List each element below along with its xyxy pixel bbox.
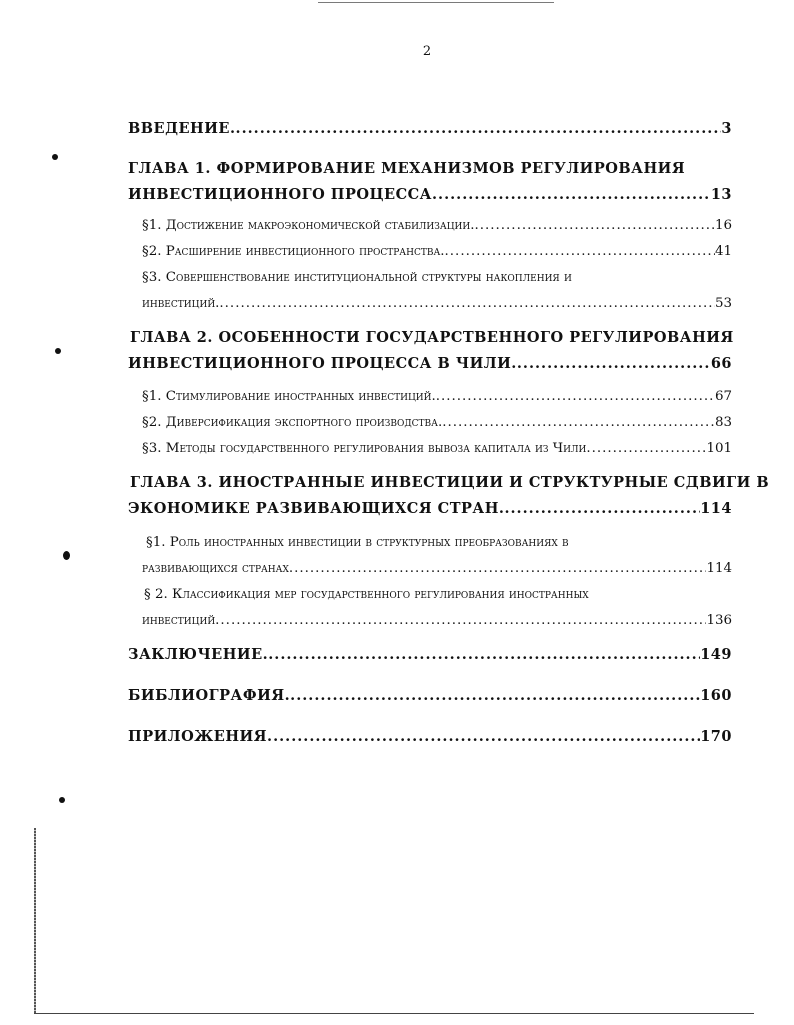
toc-section-1-2[interactable]	[142, 244, 732, 259]
toc-section-2-2[interactable]	[142, 415, 732, 430]
toc-section-1-1[interactable]	[142, 218, 732, 233]
toc-section-title: §3. Методы государственного регулирования вывоза капитала из Чили	[142, 441, 587, 456]
toc-leader-dots	[267, 728, 700, 745]
toc-leader-dots	[236, 120, 722, 137]
toc-section-title: инвестиций.	[142, 296, 220, 311]
toc-section-1-3[interactable]	[142, 296, 732, 311]
toc-section-page: 16	[714, 218, 732, 233]
toc-entry-chapter-2[interactable]	[128, 355, 732, 372]
scan-speck	[55, 348, 61, 354]
toc-entry-page: 149	[700, 646, 732, 663]
toc-entry-bibliography[interactable]	[128, 687, 732, 704]
toc-section-page: 114	[706, 561, 732, 576]
scan-speck	[59, 797, 65, 803]
toc-leader-dots	[215, 613, 706, 628]
toc-entry-page: 170	[700, 728, 732, 745]
toc-entry-title: ВВЕДЕНИЕ.	[128, 120, 236, 137]
toc-section-title: инвестиций	[142, 613, 216, 628]
toc-section-title: §1. Достижение макроэкономической стабилизации.	[142, 218, 475, 233]
toc-section-title: развивающихся странах	[142, 561, 289, 576]
scan-bottom-edge	[34, 1013, 754, 1014]
toc-leader-dots	[436, 389, 715, 404]
page-number: 2	[422, 44, 432, 59]
toc-section-title: §1. Стимулирование иностранных инвестиций.	[142, 389, 436, 404]
toc-section-page: 136	[706, 613, 732, 628]
toc-section-2-3[interactable]	[142, 441, 732, 456]
toc-section-page: 67	[714, 389, 732, 404]
toc-leader-dots	[432, 186, 711, 203]
toc-entry-page: 13	[710, 186, 732, 203]
toc-section-1-3-line1[interactable]: §3. Совершенствование институциональной структуры накопления и	[142, 270, 572, 285]
toc-section-2-1[interactable]	[142, 389, 732, 404]
toc-leader-dots	[445, 244, 715, 259]
toc-section-page: 53	[714, 296, 732, 311]
toc-leader-dots	[517, 355, 711, 372]
toc-leader-dots	[442, 415, 715, 430]
toc-section-title: §2. Диверсификация экспортного производства.	[142, 415, 443, 430]
toc-entry-title: БИБЛИОГРАФИЯ.	[128, 687, 291, 704]
toc-leader-dots	[219, 296, 715, 311]
toc-entry-title: ИНВЕСТИЦИОННОГО ПРОЦЕССА В ЧИЛИ.	[128, 355, 517, 372]
toc-section-page: 83	[714, 415, 732, 430]
toc-leader-dots	[290, 687, 700, 704]
toc-entry-title: ИНВЕСТИЦИОННОГО ПРОЦЕССА	[128, 186, 432, 203]
scan-left-edge	[34, 828, 36, 1013]
toc-entry-conclusion[interactable]	[128, 646, 732, 663]
scan-top-line	[318, 2, 554, 3]
toc-entry-title: ЗАКЛЮЧЕНИЕ.	[128, 646, 269, 663]
toc-entry-page: 160	[700, 687, 732, 704]
toc-section-title: §2. Расширение инвестиционного пространства.	[142, 244, 445, 259]
toc-entry-title: ПРИЛОЖЕНИЯ	[128, 728, 268, 745]
toc-section-3-2[interactable]	[142, 613, 732, 628]
toc-entry-page: 3	[721, 120, 732, 137]
toc-section-page: 41	[714, 244, 732, 259]
toc-entry-page: 66	[710, 355, 732, 372]
toc-section-3-1-line1[interactable]: §1. Роль иностранных инвестиции в структурных преобразованиях в	[146, 535, 569, 550]
toc-entry-appendices[interactable]	[128, 728, 732, 745]
toc-entry-chapter-1[interactable]	[128, 186, 732, 203]
toc-entry-page: 114	[700, 500, 732, 517]
toc-leader-dots	[268, 646, 700, 663]
chapter-1-title-line1[interactable]: ГЛАВА 1. ФОРМИРОВАНИЕ МЕХАНИЗМОВ РЕГУЛИРОВАНИЯ	[128, 160, 686, 177]
toc-leader-dots	[475, 218, 715, 233]
toc-leader-dots	[504, 500, 700, 517]
toc-entry-introduction[interactable]	[128, 120, 732, 137]
toc-section-3-1[interactable]	[142, 561, 732, 576]
toc-section-page: 101	[706, 441, 732, 456]
toc-leader-dots	[586, 441, 706, 456]
chapter-2-title-line1[interactable]: ГЛАВА 2. ОСОБЕННОСТИ ГОСУДАРСТВЕННОГО РЕГУЛИРОВАНИЯ	[130, 329, 734, 346]
toc-leader-dots	[289, 561, 707, 576]
toc-entry-chapter-3[interactable]	[128, 500, 732, 517]
toc-section-3-2-line1[interactable]: § 2. Классификация мер государственного регулирования иностранных	[144, 587, 589, 602]
toc-entry-title: ЭКОНОМИКЕ РАЗВИВАЮЩИХСЯ СТРАН.	[128, 500, 505, 517]
chapter-3-title-line1[interactable]: ГЛАВА 3. ИНОСТРАННЫЕ ИНВЕСТИЦИИ И СТРУКТУРНЫЕ СДВИГИ В	[130, 474, 770, 491]
scan-speck	[63, 551, 70, 560]
scan-speck	[52, 154, 58, 160]
